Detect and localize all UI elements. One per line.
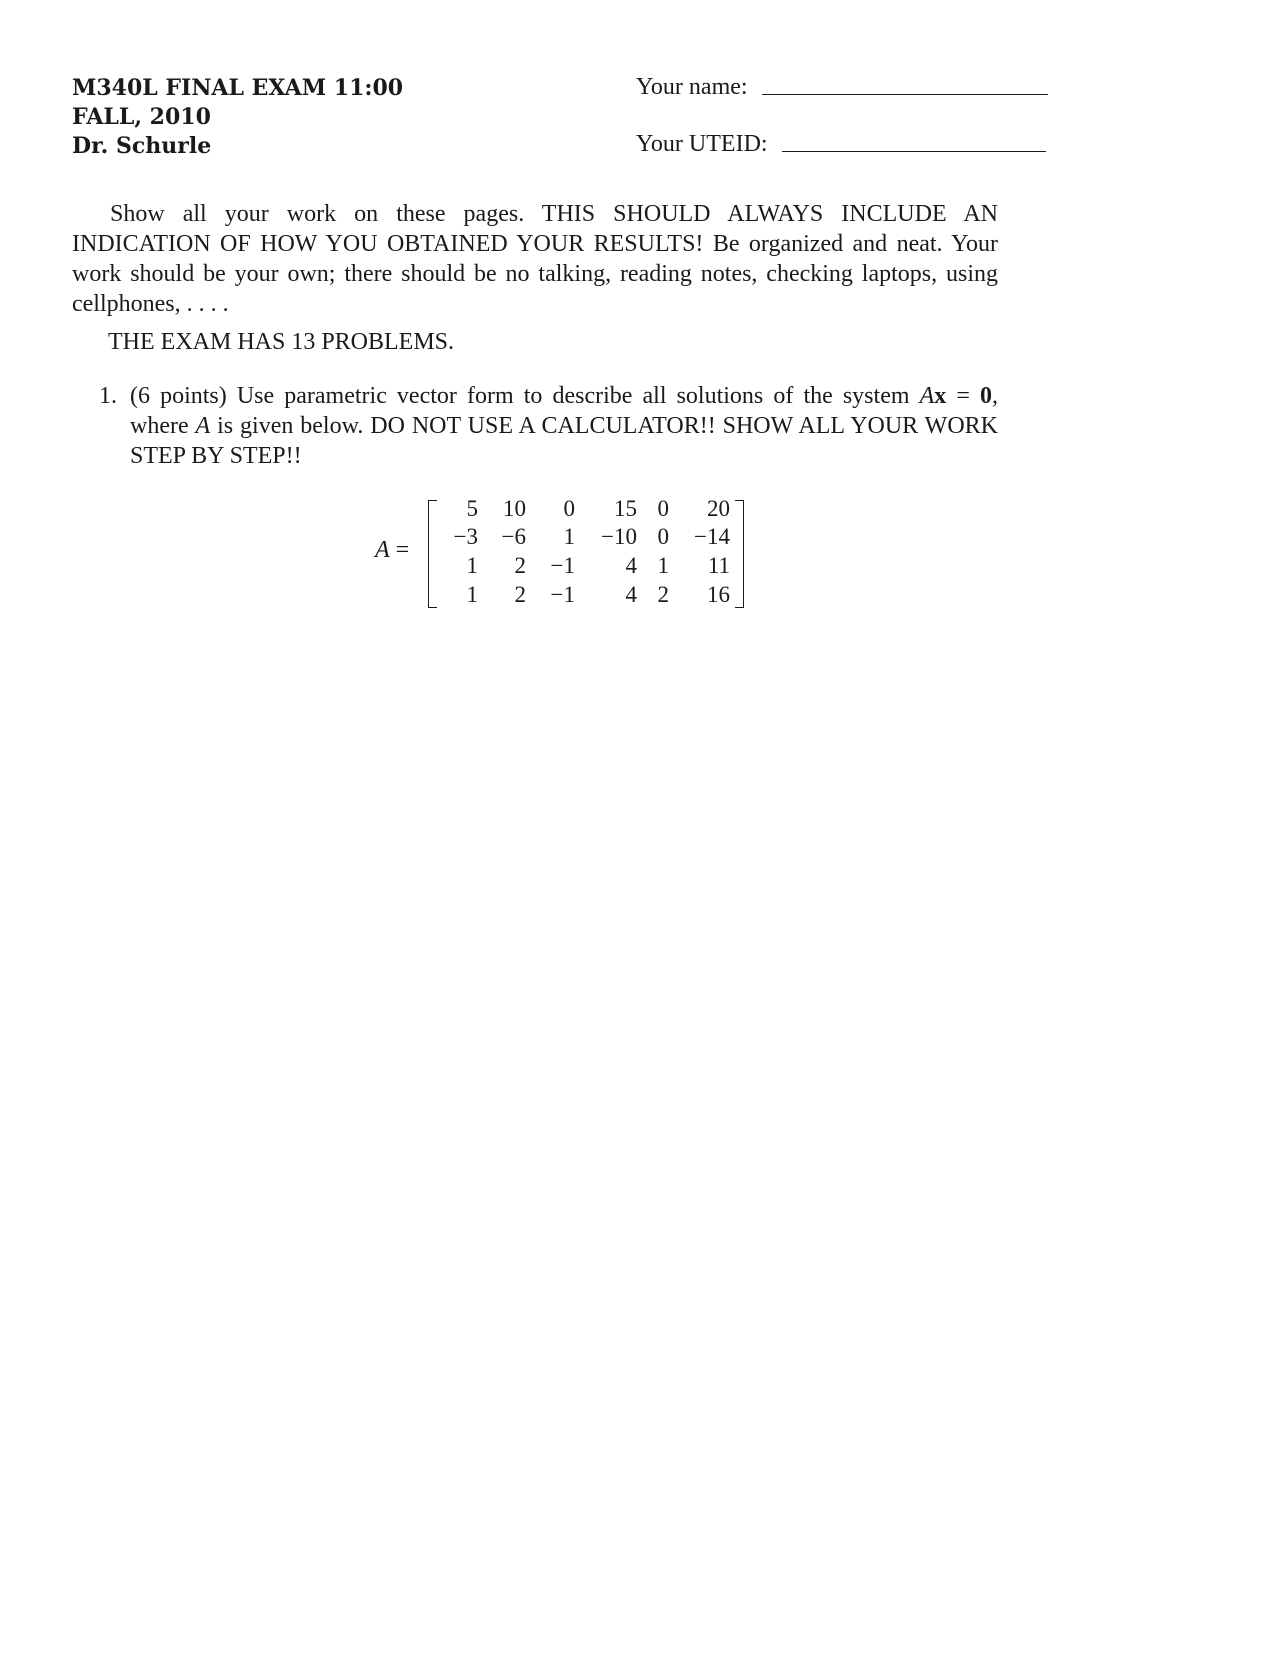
matrix-cell: 4	[625, 553, 637, 578]
matrix-cell: 15	[614, 496, 637, 521]
matrix-cell: 2	[514, 553, 526, 578]
matrix-cell: 4	[625, 582, 637, 607]
problem-1-text-end: is given below. DO NOT USE A CALCULATOR!! SHOW ALL YOUR WORK STEP BY STEP!!	[130, 413, 998, 469]
matrix-cell: 2	[657, 582, 669, 607]
matrix-cell: 5	[466, 496, 478, 521]
matrix-label	[375, 537, 409, 564]
course-title: M340L FINAL EXAM 11:00	[72, 75, 404, 101]
name-blank-line[interactable]	[762, 94, 1048, 95]
matrix-cell: −10	[601, 524, 637, 549]
matrix-cell: 1	[657, 553, 669, 578]
uteid-blank-line[interactable]	[782, 151, 1046, 152]
matrix-cell: 2	[514, 582, 526, 607]
instructor: Dr. Schurle	[72, 133, 212, 159]
matrix-cell: 0	[657, 496, 669, 521]
where-matrix-var: A	[195, 413, 211, 439]
matrix-cell: 0	[657, 524, 669, 549]
system-matrix-var: A	[919, 383, 935, 409]
matrix-label-var: A	[375, 537, 390, 563]
system-zero-vector: 0	[980, 383, 992, 409]
matrix-cell: 1	[466, 582, 478, 607]
matrix-cell: 20	[707, 496, 730, 521]
matrix-left-bracket	[428, 500, 437, 608]
problem-1-text	[130, 381, 998, 471]
matrix-cell: 1	[563, 524, 575, 549]
matrix-cell: −14	[694, 524, 730, 549]
matrix-cell: 10	[503, 496, 526, 521]
matrix-label-equals: =	[389, 537, 410, 563]
matrix-cell: 0	[563, 496, 575, 521]
name-label: Your name:	[636, 74, 748, 100]
system-vector-var: x	[934, 383, 947, 409]
matrix-cell: −3	[453, 524, 478, 549]
term: FALL, 2010	[72, 104, 211, 130]
problem-1-text-after: , where	[130, 383, 998, 439]
problem-1-number: 1.	[99, 383, 117, 409]
matrix-cell: −6	[501, 524, 526, 549]
instructions-paragraph: Show all your work on these pages. THIS SHOULD ALWAYS INCLUDE AN INDICATION OF HOW YOU OBTAINED YOUR RESULTS! Be organized and neat. Your work should be your own; there should be no talking, reading notes, checking laptops, using cellphones, . . . .	[72, 201, 998, 317]
matrix-cell: 11	[707, 553, 730, 578]
matrix-cell: −1	[550, 553, 575, 578]
matrix-right-bracket	[735, 500, 744, 608]
matrix-cell: 1	[466, 553, 478, 578]
matrix-cell: 16	[707, 582, 730, 607]
problem-1-text-before: (6 points) Use parametric vector form to describe all solutions of the system	[130, 383, 920, 409]
uteid-label: Your UTEID:	[636, 131, 768, 157]
problem-count: THE EXAM HAS 13 PROBLEMS.	[108, 329, 455, 355]
matrix-cell: −1	[550, 582, 575, 607]
system-equals: =	[946, 383, 980, 409]
